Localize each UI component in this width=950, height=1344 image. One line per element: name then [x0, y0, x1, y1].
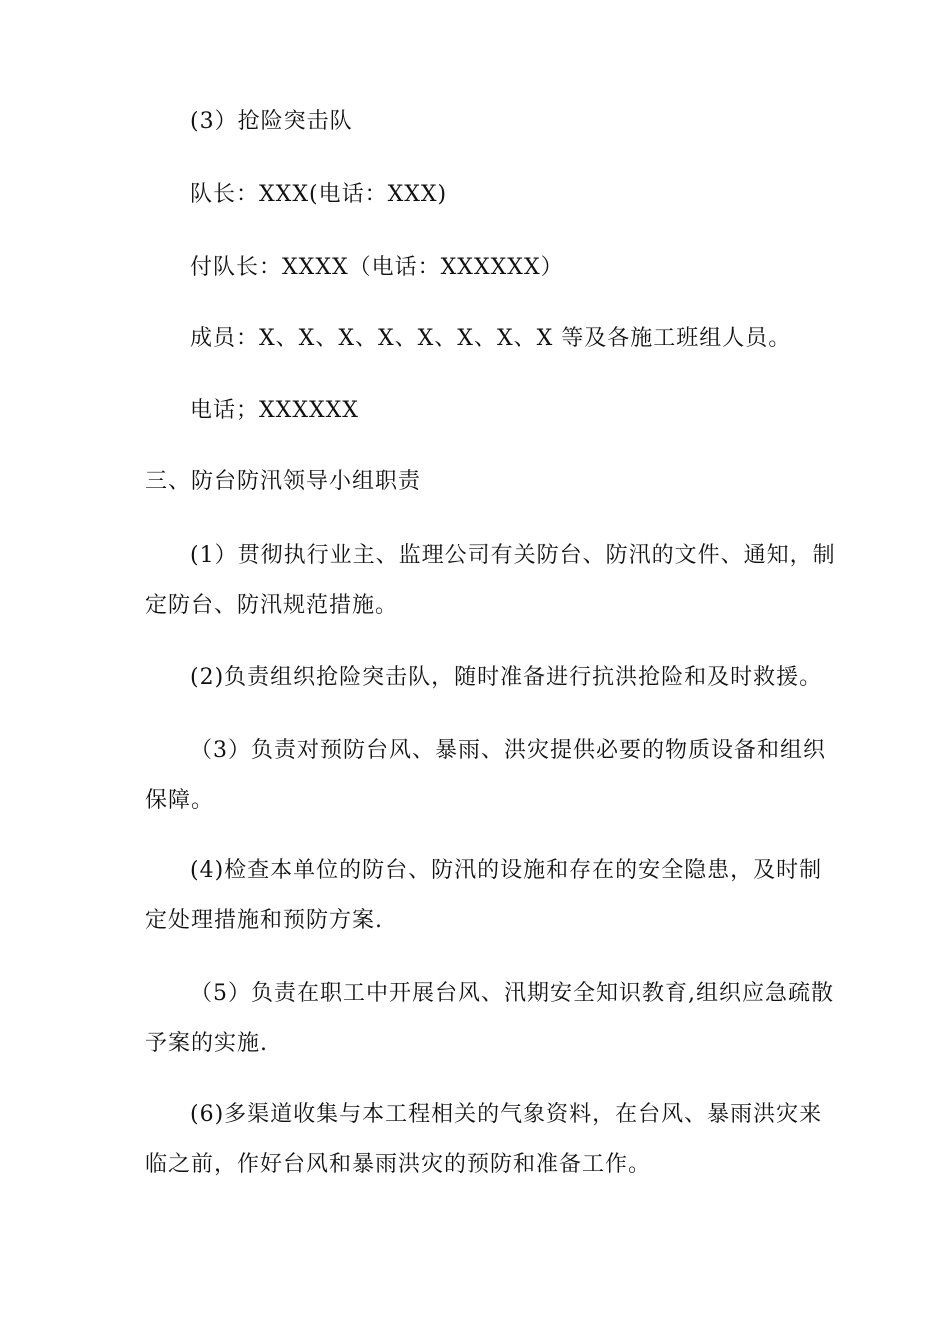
duty-2-line-1: (2)负责组织抢险突击队，随时准备进行抗洪抢险和及时救援。 [190, 665, 823, 690]
section-heading-duties: 三、防台防汛领导小组职责 [145, 469, 422, 494]
duty-6-line-2: 临之前，作好台风和暴雨洪灾的预防和准备工作。 [145, 1152, 652, 1177]
duty-3-line-2: 保障。 [145, 788, 215, 813]
section-heading-rescue-team: (3）抢险突击队 [190, 109, 353, 134]
duty-1-line-2: 定防台、防汛规范措施。 [145, 593, 399, 618]
duty-5-line-1: （5）负责在职工中开展台风、汛期安全知识教育,组织应急疏散 [190, 981, 834, 1006]
duty-1-line-1: (1）贯彻执行业主、监理公司有关防台、防汛的文件、通知，制 [190, 543, 836, 568]
phone-line: 电话；XXXXXX [190, 398, 359, 423]
duty-4-line-2: 定处理措施和预防方案. [145, 908, 383, 933]
members-line: 成员：X、X、X、X、X、X、X、X 等及各施工班组人员。 [190, 326, 792, 351]
duty-6-line-1: (6)多渠道收集与本工程相关的气象资料，在台风、暴雨洪灾来 [190, 1102, 823, 1127]
deputy-leader-line: 付队长：XXXX（电话：XXXXXX） [190, 255, 564, 280]
duty-4-line-1: (4)检查本单位的防台、防汛的设施和存在的安全隐患，及时制 [190, 858, 823, 883]
duty-5-line-2: 予案的实施. [145, 1031, 268, 1056]
team-leader-line: 队长：XXX(电话：XXX) [190, 182, 448, 207]
duty-3-line-1: （3）负责对预防台风、暴雨、洪灾提供必要的物质设备和组织 [190, 738, 826, 763]
